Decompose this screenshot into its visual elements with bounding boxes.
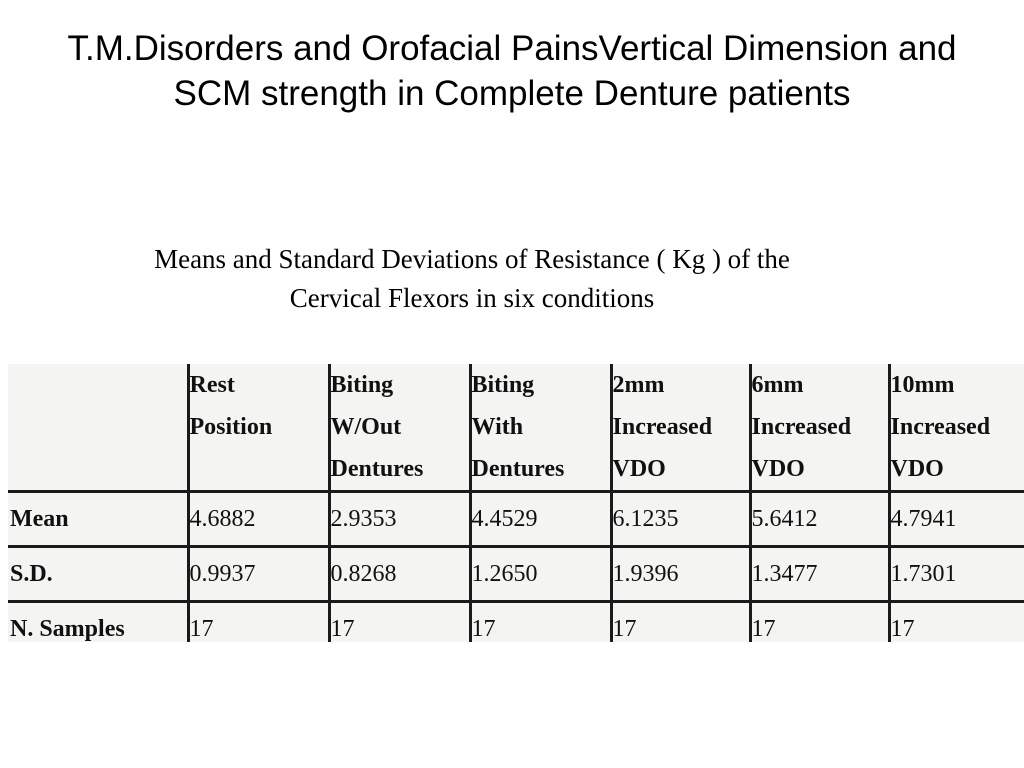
header-text: Biting [330, 372, 394, 398]
table-cell: 5.6412 [750, 492, 889, 547]
header-text: Increased [751, 414, 852, 440]
table-header-row [8, 364, 1024, 492]
table-cell: 4.6882 [188, 492, 329, 547]
table-cell: 17 [611, 602, 750, 643]
header-biting-with-dentures [470, 364, 611, 492]
caption-line-2: Cervical Flexors in six conditions [289, 283, 655, 313]
table-cell: 1.3477 [750, 547, 889, 602]
header-text: With [471, 414, 524, 440]
table-cell: 0.9937 [188, 547, 329, 602]
header-rest-position [188, 364, 329, 492]
header-text: VDO [890, 456, 944, 482]
table-caption [40, 240, 904, 318]
header-text: Increased [890, 414, 991, 440]
header-10mm-increased-vdo [889, 364, 1024, 492]
header-text: 6mm [751, 372, 804, 398]
table-cell: 17 [188, 602, 329, 643]
table-cell: 1.7301 [889, 547, 1024, 602]
header-6mm-increased-vdo [750, 364, 889, 492]
table-row-mean [8, 492, 1024, 547]
table-cell: 6.1235 [611, 492, 750, 547]
table-cell: 2.9353 [329, 492, 470, 547]
header-text: 10mm [890, 372, 955, 398]
header-biting-without-dentures [329, 364, 470, 492]
row-label: Mean [8, 492, 188, 547]
header-text: Rest [189, 372, 235, 398]
table-cell: 4.7941 [889, 492, 1024, 547]
table-cell: 1.9396 [611, 547, 750, 602]
row-label: S.D. [8, 547, 188, 602]
header-2mm-increased-vdo [611, 364, 750, 492]
resistance-table [8, 364, 1024, 642]
slide-title: T.M.Disorders and Orofacial PainsVertical Dimension and SCM strength in Complete Denture patients [67, 29, 957, 113]
header-corner-cell [8, 364, 188, 492]
header-text: VDO [751, 456, 805, 482]
caption-line-1: Means and Standard Deviations of Resistance ( Kg ) of the [154, 244, 790, 274]
header-text: W/Out [330, 414, 402, 440]
header-text: Increased [612, 414, 713, 440]
table-cell: 17 [329, 602, 470, 643]
table-cell: 17 [889, 602, 1024, 643]
table-cell: 0.8268 [329, 547, 470, 602]
row-label: N. Samples [8, 602, 188, 643]
scanned-table-image [8, 364, 1024, 642]
header-text: Dentures [471, 456, 565, 482]
table-cell: 17 [470, 602, 611, 643]
header-text: Position [189, 414, 273, 440]
table-row-sd [8, 547, 1024, 602]
table-cell: 4.4529 [470, 492, 611, 547]
table-cell: 1.2650 [470, 547, 611, 602]
header-text: Dentures [330, 456, 424, 482]
table-row-n-samples [8, 602, 1024, 643]
table-cell: 17 [750, 602, 889, 643]
header-text: 2mm [612, 372, 665, 398]
header-text: Biting [471, 372, 535, 398]
header-text: VDO [612, 456, 666, 482]
